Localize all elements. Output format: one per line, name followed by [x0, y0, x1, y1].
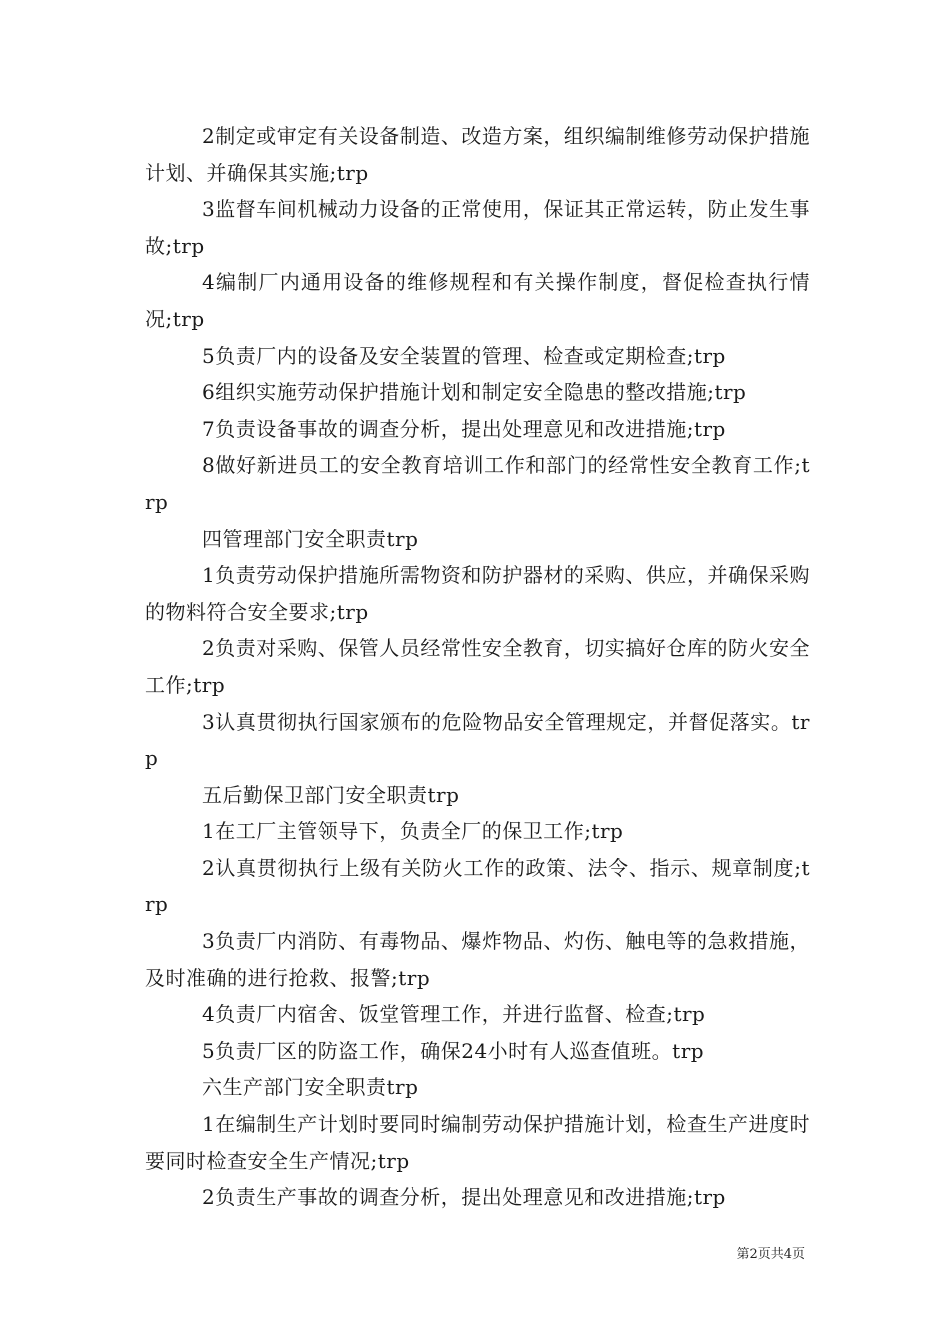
document-body	[145, 118, 810, 1216]
paragraph: 4负责厂内宿舍、饭堂管理工作，并进行监督、检查;trp	[202, 1002, 706, 1027]
paragraph: 7负责设备事故的调查分析，提出处理意见和改进措施;trp	[202, 416, 726, 441]
paragraph: 2负责生产事故的调查分析，提出处理意见和改进措施;trp	[202, 1185, 726, 1210]
section-heading-management: 四管理部门安全职责trp	[202, 526, 419, 551]
paragraph: 5负责厂区的防盗工作，确保24小时有人巡查值班。trp	[202, 1038, 705, 1063]
paragraph: 3认真贯彻执行国家颁布的危险物品安全管理规定，并督促落实。trp	[145, 709, 810, 771]
paragraph: 8做好新进员工的安全教育培训工作和部门的经常性安全教育工作;trp	[145, 453, 810, 514]
paragraph: 6组织实施劳动保护措施计划和制定安全隐患的整改措施;trp	[202, 380, 747, 405]
paragraph: 1在编制生产计划时要同时编制劳动保护措施计划，检查生产进度时要同时检查安全生产情况;trp	[145, 1112, 810, 1173]
page-footer	[736, 1246, 805, 1264]
page-number-label: 第2页共4页	[736, 1247, 805, 1262]
section-heading-logistics-security: 五后勤保卫部门安全职责trp	[202, 782, 460, 807]
paragraph: 2负责对采购、保管人员经常性安全教育，切实搞好仓库的防火安全工作;trp	[145, 636, 810, 697]
paragraph: 4编制厂内通用设备的维修规程和有关操作制度，督促检查执行情况;trp	[145, 270, 810, 331]
paragraph: 3监督车间机械动力设备的正常使用，保证其正常运转，防止发生事故;trp	[145, 197, 810, 258]
section-heading-production: 六生产部门安全职责trp	[202, 1075, 419, 1100]
paragraph: 1在工厂主管领导下，负责全厂的保卫工作;trp	[202, 819, 624, 844]
paragraph: 1负责劳动保护措施所需物资和防护器材的采购、供应，并确保采购的物料符合安全要求;trp	[145, 563, 810, 624]
paragraph: 2制定或审定有关设备制造、改造方案，组织编制维修劳动保护措施计划、并确保其实施;trp	[145, 124, 810, 185]
paragraph: 2认真贯彻执行上级有关防火工作的政策、法令、指示、规章制度;trp	[145, 855, 810, 917]
paragraph: 5负责厂内的设备及安全装置的管理、检查或定期检查;trp	[202, 343, 726, 368]
paragraph: 3负责厂内消防、有毒物品、爆炸物品、灼伤、触电等的急救措施，及时准确的进行抢救、报警;trp	[145, 929, 810, 990]
